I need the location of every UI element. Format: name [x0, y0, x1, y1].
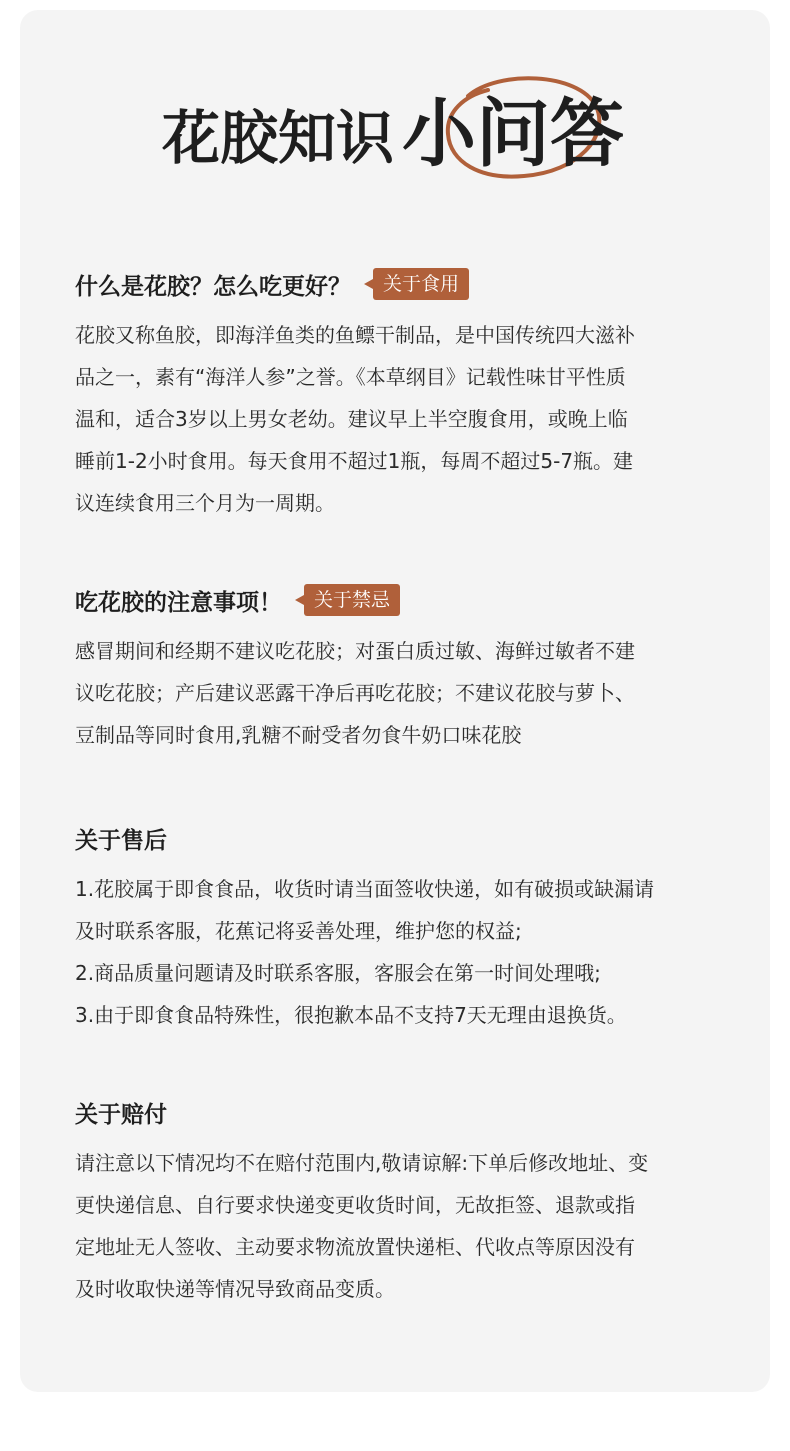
section-heading-row [75, 266, 745, 302]
body-line: 请注意以下情况均不在赔付范围内,敬请谅解:下单后修改地址、变 [75, 1151, 649, 1175]
body-line: 3.由于即食食品特殊性，很抱歉本品不支持7天无理由退换货。 [75, 1003, 627, 1027]
body-line: 品之一，素有“海洋人参”之誉。《本草纲目》记载性味甘平性质 [75, 365, 626, 389]
body-line: 议连续食用三个月为一周期。 [75, 491, 335, 515]
section-heading: 吃花胶的注意事项！ [75, 589, 282, 616]
section-heading-row [75, 820, 745, 856]
section-body [75, 314, 745, 524]
body-line: 温和，适合3岁以上男女老幼。建议早上半空腹食用，或晚上临 [75, 407, 628, 431]
section-body [75, 630, 745, 756]
section-heading-row [75, 582, 745, 618]
body-line: 1.花胶属于即食食品，收货时请当面签收快递，如有破损或缺漏请 [75, 877, 655, 901]
body-line: 及时联系客服，花蕉记将妥善处理，维护您的权益; [75, 919, 522, 943]
page-title [0, 88, 790, 188]
section-heading: 关于售后 [75, 827, 167, 854]
title-highlight: 小问答 [402, 91, 624, 177]
body-line: 及时收取快递等情况导致商品变质。 [75, 1277, 395, 1301]
body-line: 睡前1-2小时食用。每天食用不超过1瓶，每周不超过5-7瓶。建 [75, 449, 634, 473]
title-main: 花胶知识 [162, 104, 395, 172]
section-tag: 关于食用 [373, 268, 469, 300]
body-line: 花胶又称鱼胶，即海洋鱼类的鱼鳔干制品，是中国传统四大滋补 [75, 323, 635, 347]
body-line: 议吃花胶；产后建议恶露干净后再吃花胶；不建议花胶与萝卜、 [75, 681, 635, 705]
body-line: 更快递信息、自行要求快递变更收货时间，无故拒签、退款或指 [75, 1193, 635, 1217]
section-body [75, 1142, 745, 1310]
body-line: 豆制品等同时食用,乳糖不耐受者勿食牛奶口味花胶 [75, 723, 522, 747]
section-taboo [75, 582, 745, 756]
section-usage [75, 266, 745, 524]
section-compensation [75, 1094, 745, 1310]
section-body [75, 868, 745, 1036]
section-heading: 关于赔付 [75, 1101, 167, 1128]
body-line: 定地址无人签收、主动要求物流放置快递柜、代收点等原因没有 [75, 1235, 635, 1259]
section-after-sales [75, 820, 745, 1036]
section-tag: 关于禁忌 [304, 584, 400, 616]
body-line: 感冒期间和经期不建议吃花胶；对蛋白质过敏、海鲜过敏者不建 [75, 639, 635, 663]
section-heading: 什么是花胶？怎么吃更好？ [75, 273, 351, 300]
body-line: 2.商品质量问题请及时联系客服，客服会在第一时间处理哦; [75, 961, 601, 985]
section-heading-row [75, 1094, 745, 1130]
